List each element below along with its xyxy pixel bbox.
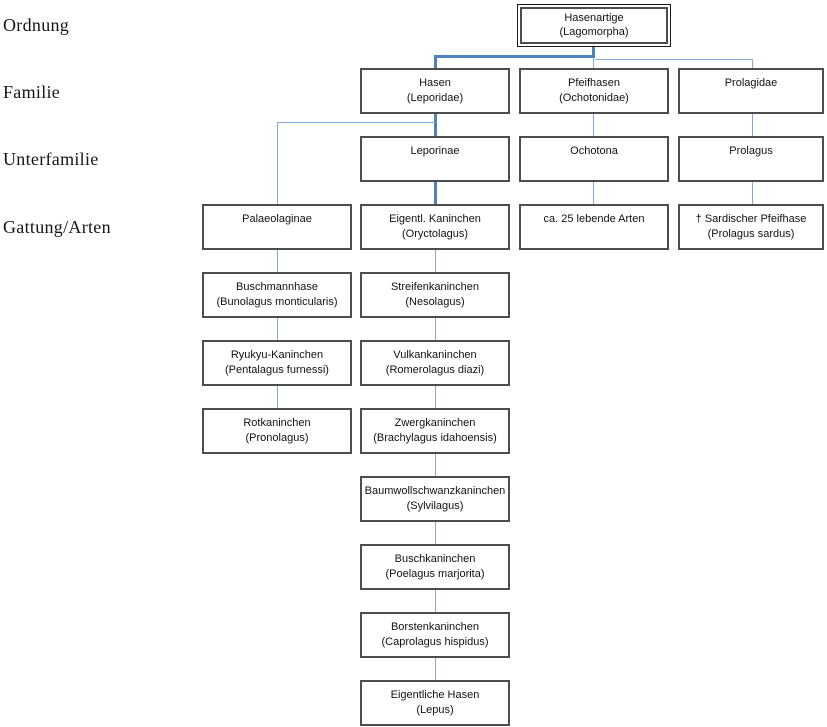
- node-sublabel: (Poelagus marjorita): [385, 568, 485, 580]
- connector-busch-borsten: [435, 590, 436, 612]
- node-sublabel: (Pentalagus furnessi): [225, 364, 329, 376]
- node-sublabel: (Oryctolagus): [401, 228, 469, 240]
- node-label: Prolagus: [729, 145, 773, 157]
- connector-hasen-drop: [434, 55, 437, 68]
- row-label-familie: Familie: [3, 82, 61, 102]
- connector-root-to-hasen-h: [434, 55, 595, 58]
- row-label-ordnung: Ordnung: [3, 15, 70, 35]
- connector-oryctolagus-streifen: [435, 250, 436, 272]
- node-label: Buschmannhase: [236, 281, 318, 293]
- connector-ochotona-arten: [593, 182, 594, 204]
- node-label: Ryukyu-Kaninchen: [230, 349, 324, 361]
- node-sublabel: (Pronolagus): [245, 432, 309, 444]
- node-prolagus: [678, 136, 824, 182]
- connector-streifen-vulkan: [435, 318, 436, 340]
- node-baumwollschwanzkaninchen: [360, 476, 510, 522]
- node-ryukyu-kaninchen: [202, 340, 352, 386]
- connector-prolagus-sardus: [752, 182, 753, 204]
- node-label: Pfeifhasen: [568, 77, 620, 89]
- node-sublabel: (Nesolagus): [405, 296, 465, 308]
- connector-buschmannhase-ryukyu: [277, 318, 278, 340]
- node-label: ca. 25 lebende Arten: [543, 213, 645, 225]
- node-rotkaninchen: [202, 408, 352, 454]
- connector-ryukyu-rotkaninchen: [277, 386, 278, 408]
- node-label: Eigentliche Hasen: [390, 689, 480, 701]
- connector-palaeolaginae-branch-h: [278, 122, 435, 123]
- connector-baumwoll-busch: [435, 522, 436, 544]
- node-streifenkaninchen: [360, 272, 510, 318]
- node-ochotona: [519, 136, 669, 182]
- node-label: Eigentl. Kaninchen: [389, 213, 481, 225]
- node-sublabel: (Caprolagus hispidus): [381, 636, 489, 648]
- node-hasenartige: [517, 4, 671, 47]
- connector-hasen-leporinae: [434, 114, 437, 136]
- row-label-unterfamilie: Unterfamilie: [3, 149, 99, 169]
- node-sublabel: (Bunolagus monticularis): [216, 296, 338, 308]
- connector-root-to-prolagidae-h: [595, 59, 752, 60]
- node-sublabel: (Lepus): [416, 704, 454, 716]
- node-label: Hasen: [419, 77, 451, 89]
- node-sublabel: (Leporidae): [406, 92, 464, 104]
- node-sublabel: (Ochotonidae): [559, 92, 629, 104]
- node-palaeolaginae: [202, 204, 352, 250]
- node-label: Ochotona: [570, 145, 618, 157]
- node-borstenkaninchen: [360, 612, 510, 658]
- connector-palaeolaginae-drop: [277, 122, 278, 204]
- node-buschkaninchen: [360, 544, 510, 590]
- node-label: Zwergkaninchen: [394, 417, 476, 429]
- connector-pfeifhasen-ochotona: [593, 114, 594, 136]
- node-label: Borstenkaninchen: [390, 621, 480, 633]
- node-sardischer-pfeifhase: [678, 204, 824, 250]
- node-label: Leporinae: [410, 145, 460, 157]
- connector-borsten-lepus: [435, 658, 436, 680]
- node-label: Vulkankaninchen: [393, 349, 477, 361]
- node-eigentliche-hasen: [360, 680, 510, 726]
- node-vulkankaninchen: [360, 340, 510, 386]
- node-prolagidae: [678, 68, 824, 114]
- connector-pfeifhasen-drop: [593, 58, 594, 68]
- node-label: Palaeolaginae: [242, 213, 312, 225]
- connector-palaeolaginae-buschmannhase: [277, 250, 278, 272]
- connector-zwerg-baumwoll: [435, 454, 436, 476]
- connector-prolagidae-drop: [752, 59, 753, 68]
- node-zwergkaninchen: [360, 408, 510, 454]
- node-hasen: [360, 68, 510, 114]
- node-sublabel: (Sylvilagus): [406, 500, 464, 512]
- node-eigentl-kaninchen: [360, 204, 510, 250]
- connector-vulkan-zwerg: [435, 386, 436, 408]
- node-label: Buschkaninchen: [394, 553, 476, 565]
- node-label: Baumwollschwanzkaninchen: [364, 485, 506, 497]
- node-sublabel: (Prolagus sardus): [707, 228, 795, 240]
- node-sublabel: (Brachylagus idahoensis): [373, 432, 497, 444]
- node-label: Rotkaninchen: [243, 417, 311, 429]
- row-label-gattung-arten: Gattung/Arten: [3, 217, 111, 237]
- node-sublabel: (Romerolagus diazi): [385, 364, 485, 376]
- node-sublabel: (Lagomorpha): [559, 26, 629, 38]
- node-lebende-arten: [519, 204, 669, 250]
- node-label: † Sardischer Pfeifhase: [695, 213, 807, 225]
- node-buschmannhase: [202, 272, 352, 318]
- node-pfeifhasen: [519, 68, 669, 114]
- connector-leporinae-oryctolagus: [434, 182, 437, 204]
- node-leporinae: [360, 136, 510, 182]
- node-label: Prolagidae: [724, 77, 778, 89]
- node-label: Hasenartige: [564, 12, 624, 24]
- connector-prolagidae-prolagus: [752, 114, 753, 136]
- node-label: Streifenkaninchen: [390, 281, 480, 293]
